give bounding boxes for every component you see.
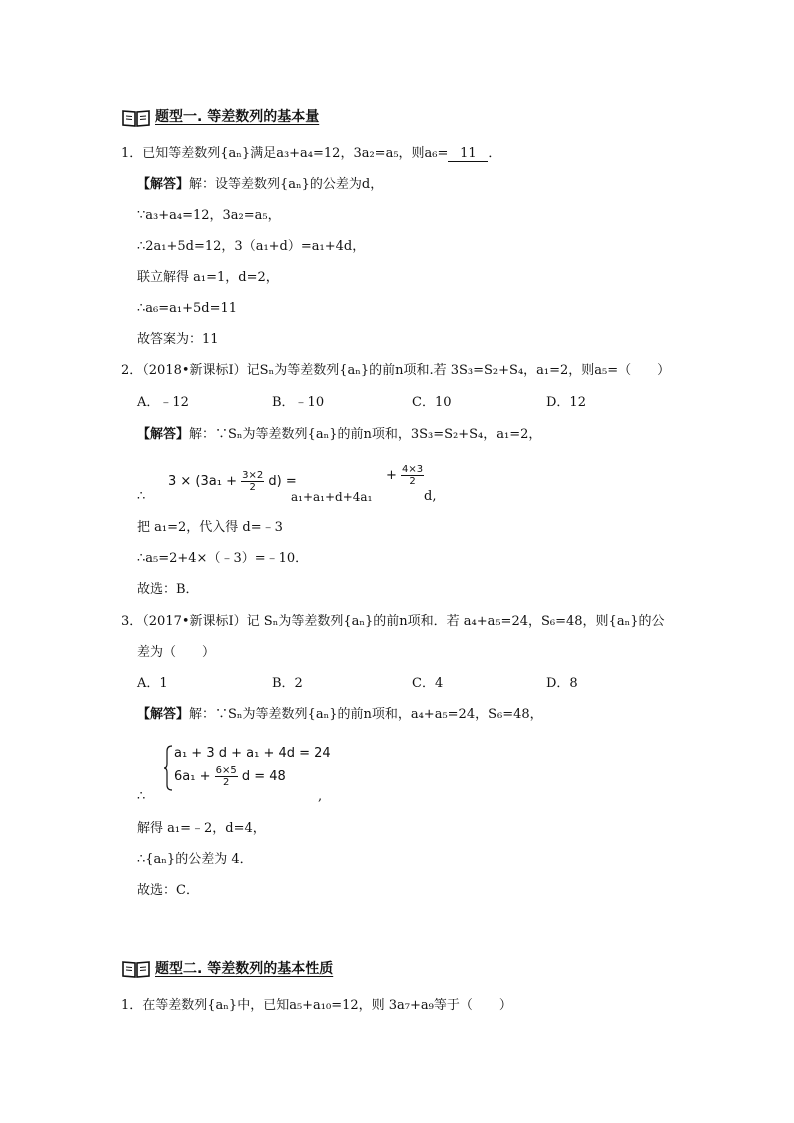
formula-2-mid: a₁+a₁+d+4a₁ [291,490,373,504]
solution-3-line-1: ∴{aₙ}的公差为 4． [137,852,253,867]
solution-1-line-2: ∴2a₁+5d=12，3（a₁+d）=a₁+4d， [137,239,366,254]
option-3-a: A．1 [137,676,168,691]
option-3-b: B．2 [272,676,303,691]
solution-1-line-0: 【解答】解：设等差数列{aₙ}的公差为d， [137,177,384,192]
system-brace [163,745,173,791]
question-3-stem-1: 3．（2017•新课标Ⅰ）记 Sₙ为等差数列{aₙ}的前n项和．若 a₄+a₅=24，S₆=48，则{aₙ}的公 [121,614,665,629]
option-3-d: D．8 [546,676,578,691]
fraction: $\frac{6\times 5}{2}$ [215,765,237,788]
option-3-c: C．4 [412,676,444,691]
system-line-2: 6a₁ + $\frac{6\times 5}{2}$ d = 48 [174,765,286,788]
fraction: $\frac{3\times 2}{2}$ [242,470,264,493]
formula-2-left: 3 × (3a₁ + $\frac{3\times 2}{2}$ d) = [168,470,297,493]
question-2-stem: 2．（2018•新课标Ⅰ）记Sₙ为等差数列{aₙ}的前n项和.若 3S₃=S₂+S₄，a₁=2，则a₅=（ ） [121,363,671,378]
option-2-d: D．12 [546,395,586,410]
solution-1-line-5: 故答案为：11 [137,332,219,347]
therefore-symbol: ∴ [137,489,146,504]
section-title-1: 题型一. 等差数列的基本量 [155,109,320,125]
fraction: $\frac{4\times 3}{2}$ [402,464,424,487]
answer-blank: 11 [448,147,488,162]
section-title-2: 题型二. 等差数列的基本性质 [155,961,334,977]
question-4-stem: 1．在等差数列{aₙ}中，已知a₅+a₁₀=12，则 3a₇+a₉等于（ ） [121,998,512,1013]
formula-2-right: + $\frac{4\times 3}{2}$ [386,464,424,487]
solution-1-line-3: 联立解得 a₁=1，d=2， [137,270,279,285]
solution-3-first: 【解答】解：∵Sₙ为等差数列{aₙ}的前n项和，a₄+a₅=24，S₆=48， [137,707,543,722]
book-icon [121,959,151,979]
question-3-stem-2: 差为（ ） [137,645,216,660]
formula-2-end: d, [424,489,437,504]
solution-3-line-2: 故选：C． [137,883,199,898]
solution-2-first: 【解答】解：∵Sₙ为等差数列{aₙ}的前n项和，3S₃=S₂+S₄，a₁=2， [137,427,542,442]
system-comma: , [318,789,323,804]
solution-2-line-2: 故选：B． [137,582,199,597]
therefore-symbol: ∴ [137,789,146,804]
book-icon [121,108,151,128]
solution-3-line-0: 解得 a₁=﹣2，d=4， [137,821,266,836]
solution-1-line-1: ∵a₃+a₄=12，3a₂=a₅， [137,208,281,223]
option-2-a: A．﹣12 [137,395,189,410]
option-2-c: C．10 [412,395,452,410]
question-1-stem: 1．已知等差数列{aₙ}满足a₃+a₄=12，3a₂=a₅，则a₆= 11 ． [121,146,502,161]
solution-1-line-4: ∴a₆=a₁+5d=11 [137,301,238,316]
solution-2-line-0: 把 a₁=2，代入得 d=﹣3 [137,520,283,535]
system-line-1: a₁ + 3 d + a₁ + 4d = 24 [174,746,331,761]
option-2-b: B．﹣10 [272,395,325,410]
solution-2-line-1: ∴a₅=2+4×（﹣3）=﹣10． [137,551,309,566]
